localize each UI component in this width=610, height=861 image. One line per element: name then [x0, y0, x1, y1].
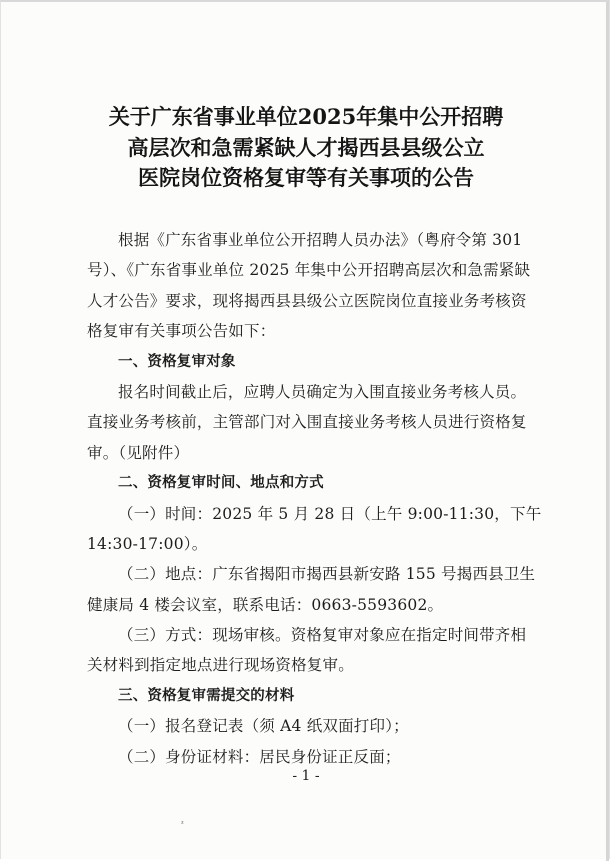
section-1-line-1: 报名时间截止后，应聘人员确定为入围直接业务考核人员。 — [118, 382, 527, 401]
page-number: - 1 - — [292, 768, 320, 784]
section-3-heading: 三、资格复审需提交的材料 — [118, 687, 295, 704]
section-2-time-line-2: 14:30-17:00）。 — [87, 534, 208, 553]
title-line-3: 医院岗位资格复审等有关事项的公告 — [138, 165, 474, 190]
scan-speck: ² — [181, 820, 184, 828]
document-title — [61, 102, 551, 194]
section-3-item-2: （二）身份证材料：居民身份证正反面； — [118, 747, 401, 766]
title-line-2: 高层次和急需紧缺人才揭西县县级公立 — [127, 134, 485, 160]
document-body — [87, 225, 543, 772]
intro-line-1: 根据《广东省事业单位公开招聘人员办法》（粤府令第 301 — [118, 231, 523, 249]
section-2-method-line-2: 关材料到指定地点进行现场资格复审。 — [87, 656, 354, 675]
section-1-heading: 一、资格复审对象 — [118, 353, 236, 370]
intro-line-3: 人才公告》要求，现将揭西县县级公立医院岗位直接业务考核资 — [87, 291, 527, 310]
section-2-method-line-1: （三）方式：现场审核。资格复审对象应在指定时间带齐相 — [118, 626, 527, 645]
title-line-1: 关于广东省事业单位2025年集中公开招聘 — [108, 104, 504, 129]
section-1-line-2: 直接业务考核前，主管部门对入围直接业务考核人员进行资格复 — [87, 413, 527, 432]
section-2-time-line-1: （一）时间：2025 年 5 月 28 日（上午 9:00-11:30，下午 — [118, 504, 542, 523]
section-3-item-1: （一）报名登记表（须 A4 纸双面打印）； — [118, 717, 409, 736]
intro-line-2: 号）、《广东省事业单位 2025 年集中公开招聘高层次和急需紧缺 — [87, 261, 531, 280]
section-2-place-line-1: （二）地点：广东省揭阳市揭西县新安路 155 号揭西县卫生 — [118, 565, 536, 584]
section-2-heading: 二、资格复审时间、地点和方式 — [118, 475, 324, 492]
intro-line-4: 格复审有关事项公告如下： — [87, 322, 276, 341]
scan-edge — [606, 2, 609, 861]
section-2-place-line-2: 健康局 4 楼会议室，联系电话：0663-5593602。 — [87, 595, 444, 614]
section-1-line-3: 审。（见附件） — [87, 443, 190, 462]
